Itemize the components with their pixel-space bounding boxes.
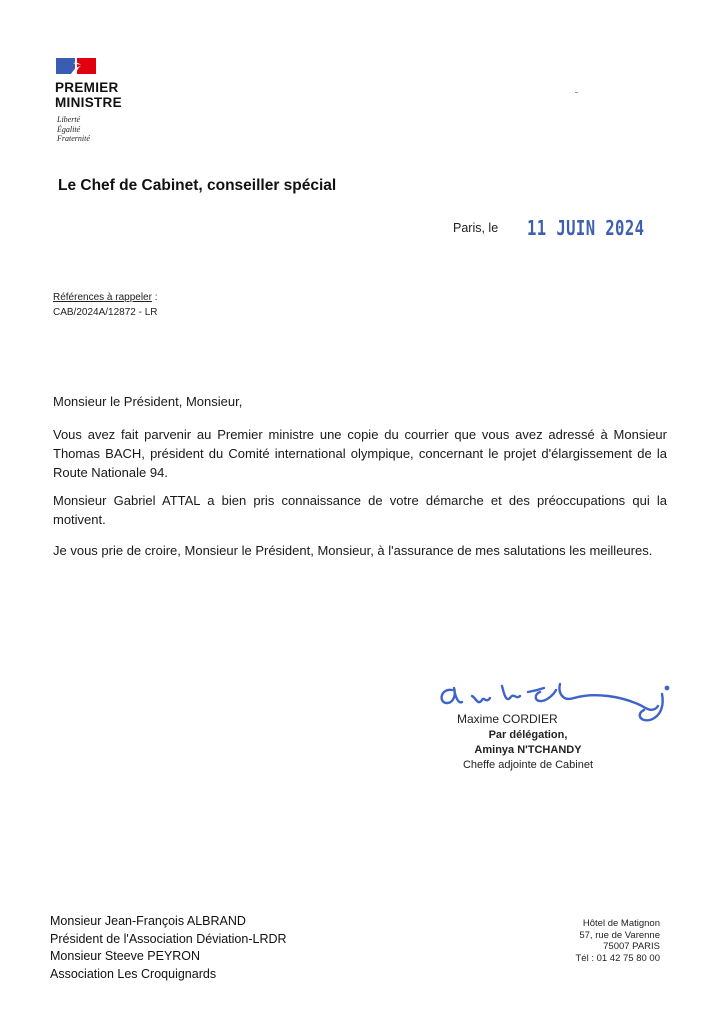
handwritten-signature: [436, 676, 672, 736]
letter-paragraph-2: Monsieur Gabriel ATTAL a bien pris connaissance de votre démarche et des préoccupations qui la motivent.: [53, 493, 667, 527]
letter-salutation: Monsieur le Président, Monsieur,: [53, 394, 243, 409]
republic-motto: [57, 115, 90, 144]
logo-title: [55, 80, 122, 110]
sender-title: Le Chef de Cabinet, conseiller spécial: [58, 177, 337, 194]
recipient-line-4: Association Les Croquignards: [50, 966, 217, 981]
references-label: [53, 292, 158, 303]
motto-liberte: Liberté: [57, 115, 81, 124]
marianne-logo-icon: [56, 58, 96, 74]
letter-paragraph-1: Vous avez fait parvenir au Premier ministre une copie du courrier que vous avez adressé à Monsieur Thomas BACH, président du Comité international olympique, concernant le projet d'élargissement de la Route Nationale 94.: [53, 427, 667, 480]
references-value: CAB/2024A/12872 - LR: [53, 307, 158, 318]
delegate-name: Aminya N'TCHANDY: [474, 744, 582, 756]
recipient-line-2: Président de l'Association Déviation-LRDR: [50, 931, 287, 946]
letter-closing: Je vous prie de croire, Monsieur le Président, Monsieur, à l'assurance de mes salutations les meilleures.: [53, 543, 653, 558]
motto-fraternite: Fraternité: [57, 134, 90, 143]
references-label-colon: :: [151, 292, 158, 303]
delegate-title: Cheffe adjointe de Cabinet: [462, 759, 594, 771]
delegation-line: Par délégation,: [488, 729, 568, 741]
logo-line-premier: PREMIER: [55, 80, 119, 95]
address-line-3: 75007 PARIS: [603, 941, 660, 952]
delegation-stamp: [453, 728, 603, 773]
address-line-4: Tél : 01 42 75 80 00: [575, 952, 660, 964]
date-label: Paris, le: [453, 221, 499, 235]
address-line-1: Hôtel de Matignon: [582, 918, 660, 929]
sender-address: [540, 918, 660, 964]
recipient-line-3: Monsieur Steeve PEYRON: [50, 949, 201, 963]
motto-egalite: Égalité: [57, 124, 81, 134]
scan-speck: [575, 92, 578, 93]
address-line-2: 57, rue de Varenne: [579, 929, 660, 941]
recipient-line-1: Monsieur Jean-François ALBRAND: [50, 914, 246, 928]
signatory-name: Maxime CORDIER: [457, 712, 558, 726]
date-stamp: 11 JUIN 2024: [527, 216, 645, 240]
logo-line-ministre: MINISTRE: [55, 95, 122, 110]
recipient-block: [50, 913, 287, 983]
references-label-text: Références à rappeler: [53, 292, 152, 303]
